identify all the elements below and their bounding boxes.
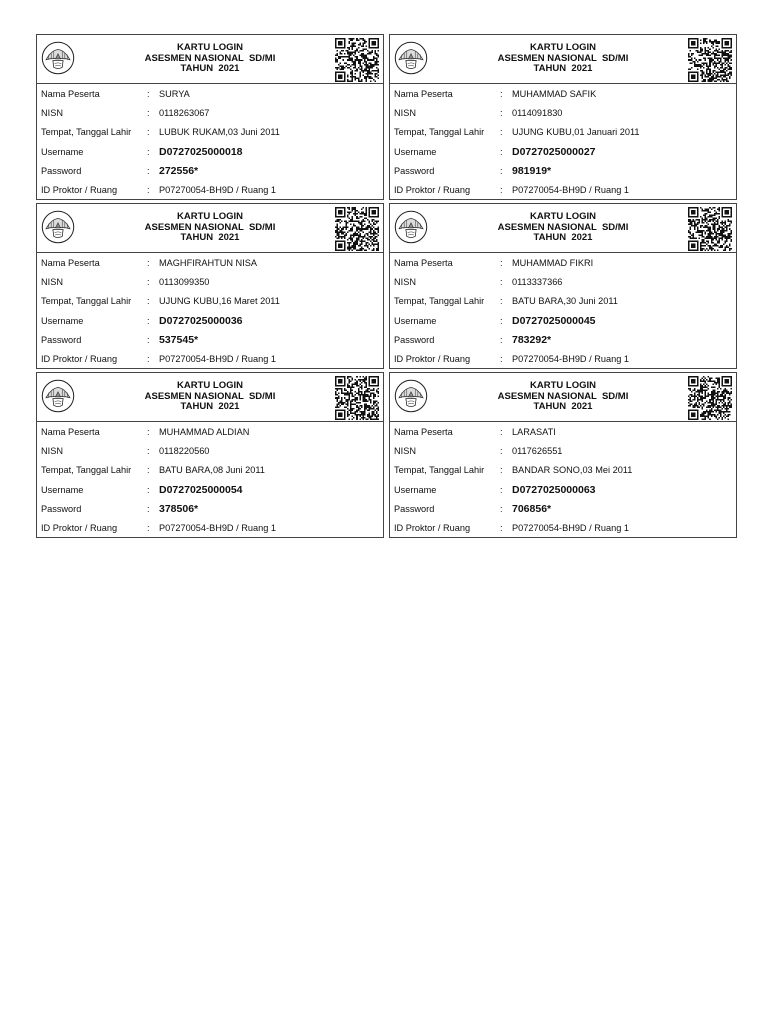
proctor-label: ID Proktor / Ruang bbox=[41, 353, 118, 364]
proctor-value: P07270054-BH9D / Ruang 1 bbox=[512, 522, 629, 533]
proctor-value: P07270054-BH9D / Ruang 1 bbox=[159, 184, 276, 195]
row-birth bbox=[37, 123, 383, 142]
colon: : bbox=[500, 503, 503, 514]
username-value: D0727025000045 bbox=[512, 314, 596, 327]
card-rows bbox=[390, 422, 736, 538]
card-rows bbox=[37, 422, 383, 538]
name-label: Nama Peserta bbox=[394, 89, 453, 99]
card-title-line1: KARTU LOGIN bbox=[177, 42, 243, 53]
row-birth bbox=[37, 292, 383, 311]
colon: : bbox=[147, 503, 150, 514]
proctor-value: P07270054-BH9D / Ruang 1 bbox=[159, 353, 276, 364]
cards-grid bbox=[36, 34, 737, 538]
colon: : bbox=[500, 315, 503, 326]
card-title bbox=[450, 381, 676, 413]
colon: : bbox=[147, 277, 150, 288]
qr-code-icon bbox=[688, 207, 732, 251]
card-title bbox=[450, 43, 676, 75]
row-nisn bbox=[390, 273, 736, 292]
row-name bbox=[37, 85, 383, 104]
row-birth bbox=[37, 461, 383, 480]
password-label: Password bbox=[394, 334, 435, 345]
card-title-line2: ASESMEN NASIONAL SD/MI bbox=[497, 390, 629, 402]
colon: : bbox=[147, 184, 150, 195]
row-birth bbox=[390, 461, 736, 480]
birth-value: BATU BARA,30 Juni 2011 bbox=[512, 296, 618, 307]
row-nisn bbox=[37, 273, 383, 292]
colon: : bbox=[147, 127, 150, 138]
card-title-line2: ASESMEN NASIONAL SD/MI bbox=[497, 221, 629, 233]
username-label: Username bbox=[394, 146, 437, 157]
row-username bbox=[37, 312, 383, 331]
name-value: MAGHFIRAHTUN NISA bbox=[159, 258, 258, 268]
colon: : bbox=[500, 184, 503, 195]
nisn-label: NISN bbox=[41, 277, 63, 288]
birth-label: Tempat, Tanggal Lahir bbox=[394, 296, 485, 307]
row-birth bbox=[390, 292, 736, 311]
colon: : bbox=[147, 465, 150, 476]
proctor-label: ID Proktor / Ruang bbox=[394, 522, 471, 533]
card-title-line3: TAHUN 2021 bbox=[180, 401, 240, 412]
card-title-line1: KARTU LOGIN bbox=[530, 42, 596, 53]
birth-value: UJUNG KUBU,01 Januari 2011 bbox=[512, 127, 640, 138]
colon: : bbox=[500, 89, 503, 99]
colon: : bbox=[500, 522, 503, 533]
row-username bbox=[37, 143, 383, 162]
proctor-label: ID Proktor / Ruang bbox=[41, 184, 118, 195]
colon: : bbox=[147, 315, 150, 326]
username-label: Username bbox=[394, 484, 437, 495]
card-title-line2: ASESMEN NASIONAL SD/MI bbox=[144, 221, 276, 233]
username-value: D0727025000054 bbox=[159, 483, 243, 496]
birth-label: Tempat, Tanggal Lahir bbox=[41, 296, 132, 307]
birth-value: BATU BARA,08 Juni 2011 bbox=[159, 465, 265, 476]
card-title-line3: TAHUN 2021 bbox=[533, 232, 593, 243]
row-nisn bbox=[37, 442, 383, 461]
row-proctor bbox=[37, 350, 383, 369]
proctor-label: ID Proktor / Ruang bbox=[41, 522, 118, 533]
tut-wuri-handayani-logo-icon bbox=[41, 41, 75, 75]
colon: : bbox=[500, 258, 503, 268]
card-title bbox=[450, 212, 676, 244]
colon: : bbox=[500, 277, 503, 288]
card-title bbox=[97, 381, 323, 413]
tut-wuri-handayani-logo-icon bbox=[394, 210, 428, 244]
password-value: 981919* bbox=[512, 164, 552, 177]
colon: : bbox=[147, 353, 150, 364]
row-nisn bbox=[390, 442, 736, 461]
colon: : bbox=[500, 446, 503, 457]
colon: : bbox=[147, 146, 150, 157]
birth-label: Tempat, Tanggal Lahir bbox=[41, 127, 132, 138]
card-title-line3: TAHUN 2021 bbox=[180, 63, 240, 74]
nisn-label: NISN bbox=[394, 446, 416, 457]
card-rows bbox=[390, 84, 736, 200]
proctor-value: P07270054-BH9D / Ruang 1 bbox=[159, 522, 276, 533]
colon: : bbox=[147, 484, 150, 495]
card-title-line2: ASESMEN NASIONAL SD/MI bbox=[144, 390, 276, 402]
username-label: Username bbox=[41, 146, 84, 157]
login-card bbox=[389, 203, 737, 369]
colon: : bbox=[147, 258, 150, 268]
colon: : bbox=[500, 146, 503, 157]
card-header bbox=[390, 373, 736, 422]
card-title-line1: KARTU LOGIN bbox=[177, 211, 243, 222]
login-card bbox=[389, 372, 737, 538]
row-proctor bbox=[390, 181, 736, 200]
password-label: Password bbox=[394, 503, 435, 514]
card-rows bbox=[390, 253, 736, 369]
card-title bbox=[97, 212, 323, 244]
birth-value: BANDAR SONO,03 Mei 2011 bbox=[512, 465, 633, 476]
colon: : bbox=[500, 296, 503, 307]
name-value: LARASATI bbox=[512, 427, 556, 437]
card-title-line3: TAHUN 2021 bbox=[533, 401, 593, 412]
login-card bbox=[36, 34, 384, 200]
row-birth bbox=[390, 123, 736, 142]
row-name bbox=[37, 423, 383, 442]
birth-value: LUBUK RUKAM,03 Juni 2011 bbox=[159, 127, 280, 138]
proctor-value: P07270054-BH9D / Ruang 1 bbox=[512, 184, 629, 195]
card-header bbox=[390, 35, 736, 84]
card-title-line3: TAHUN 2021 bbox=[180, 232, 240, 243]
nisn-label: NISN bbox=[394, 108, 416, 119]
birth-label: Tempat, Tanggal Lahir bbox=[41, 465, 132, 476]
name-label: Nama Peserta bbox=[41, 89, 100, 99]
row-password bbox=[390, 162, 736, 181]
row-password bbox=[37, 162, 383, 181]
card-title-line1: KARTU LOGIN bbox=[530, 380, 596, 391]
card-title bbox=[97, 43, 323, 75]
card-title-line3: TAHUN 2021 bbox=[533, 63, 593, 74]
card-header bbox=[37, 35, 383, 84]
nisn-label: NISN bbox=[394, 277, 416, 288]
qr-code-icon bbox=[335, 38, 379, 82]
password-value: 783292* bbox=[512, 333, 552, 346]
row-username bbox=[390, 143, 736, 162]
name-label: Nama Peserta bbox=[41, 427, 100, 437]
password-label: Password bbox=[394, 165, 435, 176]
row-name bbox=[390, 85, 736, 104]
row-password bbox=[390, 500, 736, 519]
qr-code-icon bbox=[335, 376, 379, 420]
row-nisn bbox=[390, 104, 736, 123]
row-name bbox=[390, 423, 736, 442]
colon: : bbox=[147, 165, 150, 176]
name-value: MUHAMMAD ALDIAN bbox=[159, 427, 250, 437]
login-card bbox=[389, 34, 737, 200]
qr-code-icon bbox=[335, 207, 379, 251]
birth-value: UJUNG KUBU,16 Maret 2011 bbox=[159, 296, 280, 307]
username-value: D0727025000063 bbox=[512, 483, 596, 496]
proctor-label: ID Proktor / Ruang bbox=[394, 184, 471, 195]
login-card bbox=[36, 372, 384, 538]
nisn-value: 0113337366 bbox=[512, 277, 563, 288]
birth-label: Tempat, Tanggal Lahir bbox=[394, 127, 485, 138]
birth-label: Tempat, Tanggal Lahir bbox=[394, 465, 485, 476]
colon: : bbox=[147, 522, 150, 533]
row-name bbox=[37, 254, 383, 273]
colon: : bbox=[500, 108, 503, 119]
row-proctor bbox=[37, 181, 383, 200]
row-proctor bbox=[37, 519, 383, 538]
row-proctor bbox=[390, 519, 736, 538]
password-value: 537545* bbox=[159, 333, 199, 346]
proctor-label: ID Proktor / Ruang bbox=[394, 353, 471, 364]
row-name bbox=[390, 254, 736, 273]
row-password bbox=[390, 331, 736, 350]
card-header bbox=[37, 204, 383, 253]
colon: : bbox=[147, 334, 150, 345]
card-title-line1: KARTU LOGIN bbox=[177, 380, 243, 391]
nisn-value: 0118220560 bbox=[159, 446, 210, 457]
qr-code-icon bbox=[688, 376, 732, 420]
username-label: Username bbox=[41, 315, 84, 326]
name-label: Nama Peserta bbox=[41, 258, 100, 268]
card-rows bbox=[37, 253, 383, 369]
proctor-value: P07270054-BH9D / Ruang 1 bbox=[512, 353, 629, 364]
row-proctor bbox=[390, 350, 736, 369]
card-header bbox=[390, 204, 736, 253]
name-value: SURYA bbox=[159, 89, 190, 99]
colon: : bbox=[147, 296, 150, 307]
nisn-label: NISN bbox=[41, 108, 63, 119]
name-value: MUHAMMAD FIKRI bbox=[512, 258, 594, 268]
row-password bbox=[37, 500, 383, 519]
tut-wuri-handayani-logo-icon bbox=[41, 379, 75, 413]
card-title-line2: ASESMEN NASIONAL SD/MI bbox=[497, 52, 629, 64]
row-username bbox=[390, 481, 736, 500]
colon: : bbox=[500, 465, 503, 476]
colon: : bbox=[500, 427, 503, 437]
password-value: 272556* bbox=[159, 164, 199, 177]
tut-wuri-handayani-logo-icon bbox=[41, 210, 75, 244]
username-value: D0727025000027 bbox=[512, 145, 596, 158]
colon: : bbox=[500, 353, 503, 364]
nisn-label: NISN bbox=[41, 446, 63, 457]
colon: : bbox=[500, 334, 503, 345]
row-username bbox=[390, 312, 736, 331]
qr-code-icon bbox=[688, 38, 732, 82]
row-password bbox=[37, 331, 383, 350]
login-card bbox=[36, 203, 384, 369]
row-nisn bbox=[37, 104, 383, 123]
password-value: 378506* bbox=[159, 502, 199, 515]
colon: : bbox=[147, 427, 150, 437]
username-value: D0727025000036 bbox=[159, 314, 243, 327]
name-label: Nama Peserta bbox=[394, 258, 453, 268]
name-label: Nama Peserta bbox=[394, 427, 453, 437]
card-title-line2: ASESMEN NASIONAL SD/MI bbox=[144, 52, 276, 64]
colon: : bbox=[500, 165, 503, 176]
nisn-value: 0113099350 bbox=[159, 277, 210, 288]
tut-wuri-handayani-logo-icon bbox=[394, 41, 428, 75]
password-value: 706856* bbox=[512, 502, 552, 515]
card-header bbox=[37, 373, 383, 422]
colon: : bbox=[500, 127, 503, 138]
username-value: D0727025000018 bbox=[159, 145, 243, 158]
colon: : bbox=[147, 108, 150, 119]
nisn-value: 0118263067 bbox=[159, 108, 210, 119]
colon: : bbox=[147, 446, 150, 457]
password-label: Password bbox=[41, 334, 82, 345]
colon: : bbox=[147, 89, 150, 99]
colon: : bbox=[500, 484, 503, 495]
username-label: Username bbox=[41, 484, 84, 495]
row-username bbox=[37, 481, 383, 500]
nisn-value: 0117626551 bbox=[512, 446, 563, 457]
tut-wuri-handayani-logo-icon bbox=[394, 379, 428, 413]
card-rows bbox=[37, 84, 383, 200]
password-label: Password bbox=[41, 503, 82, 514]
nisn-value: 0114091830 bbox=[512, 108, 563, 119]
password-label: Password bbox=[41, 165, 82, 176]
name-value: MUHAMMAD SAFIK bbox=[512, 89, 597, 99]
username-label: Username bbox=[394, 315, 437, 326]
card-title-line1: KARTU LOGIN bbox=[530, 211, 596, 222]
